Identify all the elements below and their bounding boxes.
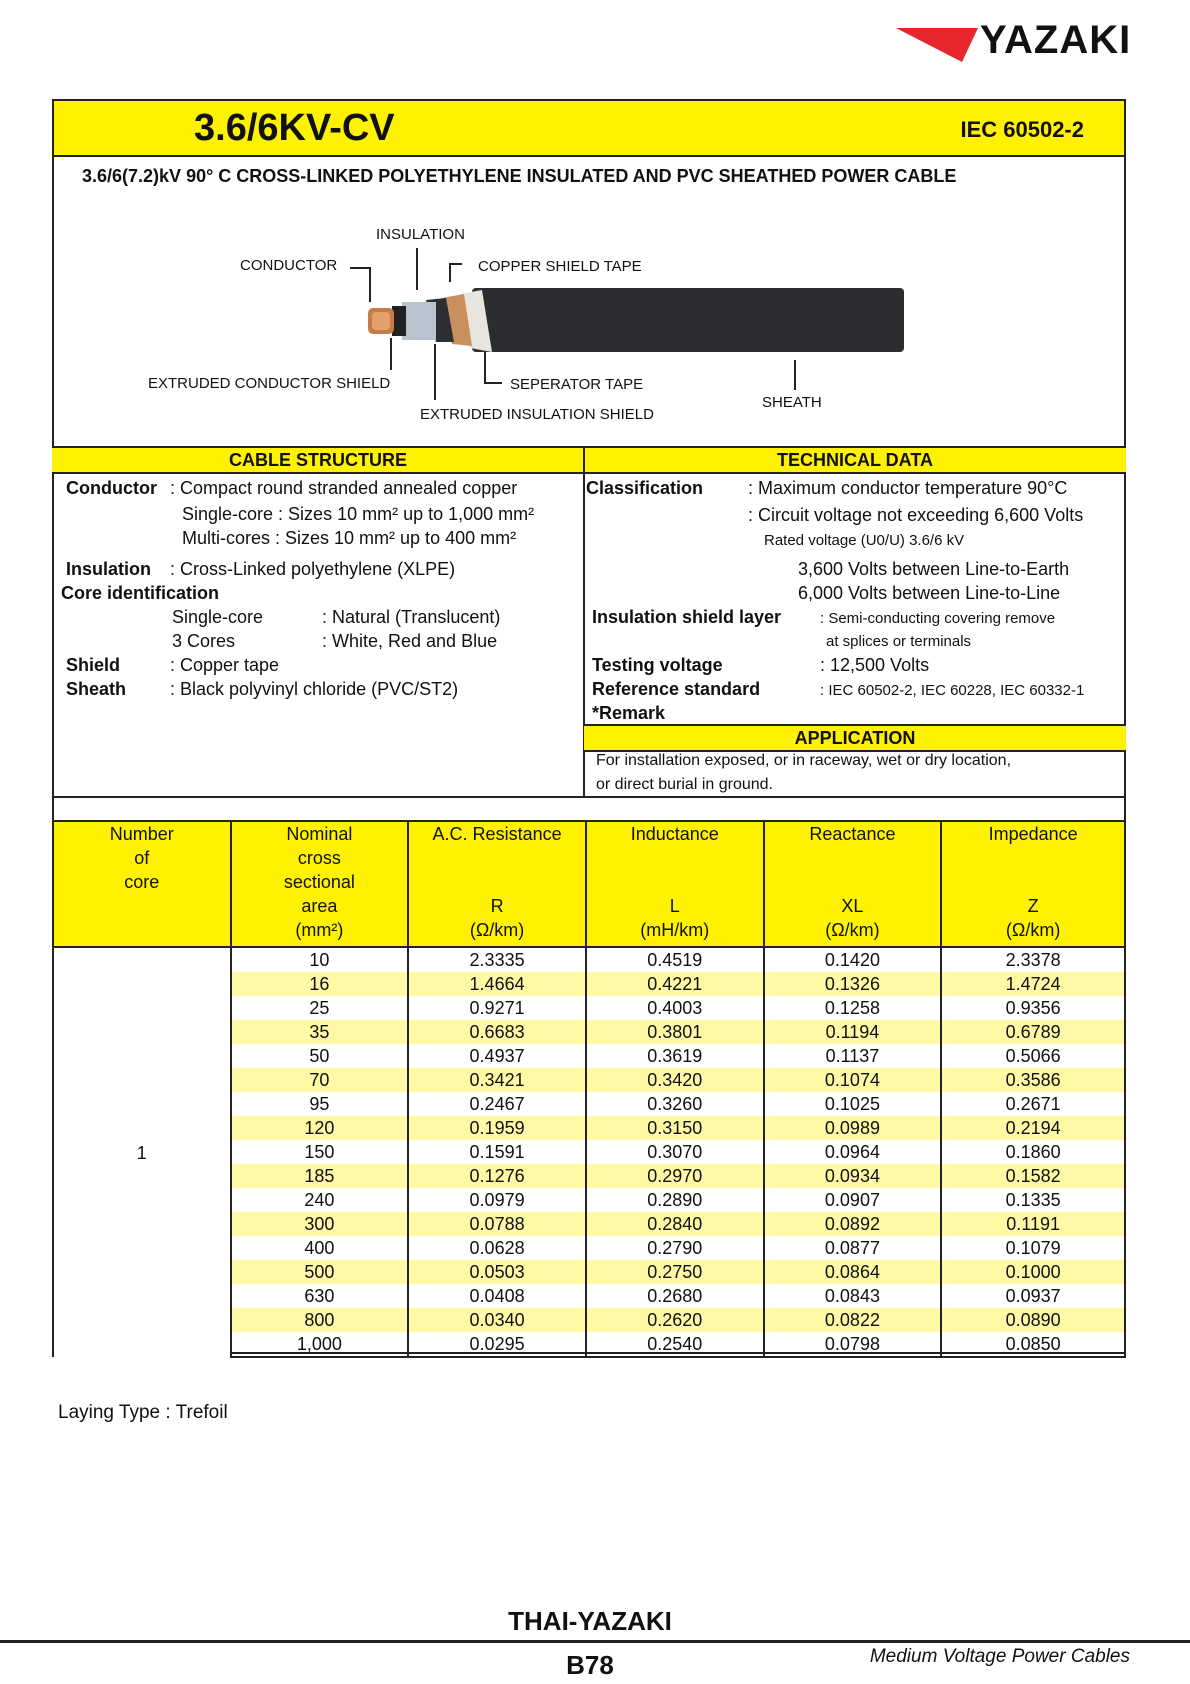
table-cell: 10 bbox=[231, 947, 409, 972]
header-line bbox=[765, 846, 941, 870]
table-cell: 0.9271 bbox=[408, 996, 586, 1020]
table-cell: 120 bbox=[231, 1116, 409, 1140]
header-line: sectional bbox=[283, 872, 355, 892]
core-identification-label: Core identification bbox=[61, 583, 220, 603]
page-title: 3.6/6KV-CV bbox=[194, 107, 395, 149]
header-line bbox=[409, 846, 585, 870]
table-cell: 35 bbox=[231, 1020, 409, 1044]
table-header-row bbox=[53, 821, 1125, 947]
sheath-label: Sheath bbox=[66, 679, 127, 699]
classification-line-1: : Maximum conductor temperature 90°C bbox=[748, 478, 1068, 498]
core-number-cell: 1 bbox=[53, 947, 231, 1357]
table-cell: 0.0979 bbox=[408, 1188, 586, 1212]
footer-category: Medium Voltage Power Cables bbox=[869, 1646, 1130, 1667]
header-line: (mH/km) bbox=[640, 920, 710, 940]
application-line-1: For installation exposed, or in raceway, wet or dry location, bbox=[596, 752, 1012, 769]
table-cell: 0.3420 bbox=[586, 1068, 764, 1092]
label-conductor: CONDUCTOR bbox=[240, 257, 338, 274]
table-cell: 0.2467 bbox=[408, 1092, 586, 1116]
table-cell: 0.1582 bbox=[941, 1164, 1125, 1188]
table-cell: 800 bbox=[231, 1308, 409, 1332]
header-line: area bbox=[301, 896, 338, 916]
sheath-value: : Black polyvinyl chloride (PVC/ST2) bbox=[170, 679, 459, 699]
structure-bottom-rule bbox=[52, 796, 1126, 798]
label-sheath: SHEATH bbox=[762, 394, 822, 411]
table-cell: 0.3260 bbox=[586, 1092, 764, 1116]
table-header-cell bbox=[941, 821, 1125, 947]
header-line: core bbox=[124, 872, 160, 892]
header-line bbox=[942, 870, 1124, 894]
header-line: R bbox=[490, 896, 504, 916]
table-cell: 0.2890 bbox=[586, 1188, 764, 1212]
cable-structure-heading: CABLE STRUCTURE bbox=[52, 446, 584, 474]
table-cell: 0.0295 bbox=[408, 1332, 586, 1357]
table-cell: 0.0907 bbox=[764, 1188, 942, 1212]
insulation-shield-line-1: : Semi-conducting covering remove bbox=[820, 610, 1056, 627]
table-row bbox=[53, 947, 1125, 972]
table-cell: 0.2194 bbox=[941, 1116, 1125, 1140]
insulation-value: : Cross-Linked polyethylene (XLPE) bbox=[170, 559, 456, 579]
table-cell: 0.2970 bbox=[586, 1164, 764, 1188]
header-line: (Ω/km) bbox=[1005, 920, 1061, 940]
header-line bbox=[942, 846, 1124, 870]
application-heading: APPLICATION bbox=[584, 724, 1126, 752]
table-cell: 0.2840 bbox=[586, 1212, 764, 1236]
table-cell: 0.0964 bbox=[764, 1140, 942, 1164]
table-header-cell bbox=[586, 821, 764, 947]
multi-core-sizes: Multi-cores : Sizes 10 mm² up to 400 mm² bbox=[182, 528, 517, 548]
testing-voltage-value: : 12,500 Volts bbox=[820, 655, 930, 675]
three-cores-value: : White, Red and Blue bbox=[322, 631, 498, 651]
table-body bbox=[53, 947, 1125, 1357]
table-cell: 0.0934 bbox=[764, 1164, 942, 1188]
table-cell: 0.2540 bbox=[586, 1332, 764, 1357]
shield-label: Shield bbox=[66, 655, 121, 675]
table-cell: 0.2680 bbox=[586, 1284, 764, 1308]
testing-voltage-label: Testing voltage bbox=[592, 655, 723, 675]
rated-voltage: Rated voltage (U0/U) 3.6/6 kV bbox=[764, 532, 965, 549]
header-line: Z bbox=[1027, 896, 1039, 916]
table-cell: 0.1335 bbox=[941, 1188, 1125, 1212]
title-bar bbox=[52, 99, 1126, 157]
table-cell: 0.1420 bbox=[764, 947, 942, 972]
table-cell: 1.4724 bbox=[941, 972, 1125, 996]
header-line bbox=[587, 846, 763, 870]
table-cell: 70 bbox=[231, 1068, 409, 1092]
table-cell: 2.3378 bbox=[941, 947, 1125, 972]
reference-standard-value: : IEC 60502-2, IEC 60228, IEC 60332-1 bbox=[820, 682, 1085, 699]
footer-rule bbox=[0, 1640, 1190, 1643]
table-cell: 0.0937 bbox=[941, 1284, 1125, 1308]
header-line bbox=[54, 894, 230, 918]
table-cell: 0.4221 bbox=[586, 972, 764, 996]
table-cell: 0.1079 bbox=[941, 1236, 1125, 1260]
label-seperator-tape: SEPERATOR TAPE bbox=[510, 376, 644, 393]
header-line: Inductance bbox=[630, 824, 719, 844]
table-cell: 0.6683 bbox=[408, 1020, 586, 1044]
header-line: Nominal bbox=[286, 824, 353, 844]
header-line bbox=[409, 870, 585, 894]
table-cell: 0.1074 bbox=[764, 1068, 942, 1092]
conductor-value: : Compact round stranded annealed copper bbox=[170, 478, 518, 498]
table-cell: 0.1000 bbox=[941, 1260, 1125, 1284]
table-cell: 0.1194 bbox=[764, 1020, 942, 1044]
insulation-label: Insulation bbox=[66, 559, 151, 579]
table-cell: 0.1591 bbox=[408, 1140, 586, 1164]
table-cell: 0.0989 bbox=[764, 1116, 942, 1140]
table-cell: 0.1959 bbox=[408, 1116, 586, 1140]
insulation-shield-label: Insulation shield layer bbox=[592, 607, 782, 627]
page-number: B78 bbox=[566, 1650, 614, 1680]
table-cell: 0.6789 bbox=[941, 1020, 1125, 1044]
yazaki-arrow-logo-icon bbox=[896, 24, 980, 64]
table-cell: 0.1258 bbox=[764, 996, 942, 1020]
reference-standard-label: Reference standard bbox=[592, 679, 761, 699]
insulation-shield-line-2: at splices or terminals bbox=[826, 633, 972, 650]
table-cell: 0.0628 bbox=[408, 1236, 586, 1260]
remark-label: *Remark bbox=[592, 703, 666, 723]
header-line: (mm²) bbox=[295, 920, 344, 940]
table-cell: 0.0788 bbox=[408, 1212, 586, 1236]
application-line-2: or direct burial in ground. bbox=[596, 776, 773, 793]
header-line: A.C. Resistance bbox=[432, 824, 562, 844]
header-line: cross bbox=[297, 848, 341, 868]
table-cell: 1.4664 bbox=[408, 972, 586, 996]
table-cell: 0.0892 bbox=[764, 1212, 942, 1236]
brand-name: YAZAKI bbox=[980, 18, 1132, 62]
single-core-label: Single-core bbox=[172, 607, 264, 627]
table-cell: 95 bbox=[231, 1092, 409, 1116]
header-line bbox=[765, 870, 941, 894]
table-cell: 0.2620 bbox=[586, 1308, 764, 1332]
table-header-cell bbox=[764, 821, 942, 947]
three-cores-label: 3 Cores bbox=[172, 631, 236, 651]
table-cell: 0.2671 bbox=[941, 1092, 1125, 1116]
table-cell: 16 bbox=[231, 972, 409, 996]
table-cell: 25 bbox=[231, 996, 409, 1020]
table-cell: 400 bbox=[231, 1236, 409, 1260]
table-cell: 0.1191 bbox=[941, 1212, 1125, 1236]
table-cell: 0.9356 bbox=[941, 996, 1125, 1020]
table-cell: 0.3619 bbox=[586, 1044, 764, 1068]
header-line: Number bbox=[109, 824, 174, 844]
table-header-cell bbox=[408, 821, 586, 947]
table-cell: 0.0340 bbox=[408, 1308, 586, 1332]
cable-description: 3.6/6(7.2)kV 90° C CROSS-LINKED POLYETHYLENE INSULATED AND PVC SHEATHED POWER CABLE bbox=[82, 166, 957, 186]
table-cell: 185 bbox=[231, 1164, 409, 1188]
table-cell: 0.1326 bbox=[764, 972, 942, 996]
header-line: Impedance bbox=[988, 824, 1078, 844]
header-line bbox=[587, 870, 763, 894]
table-cell: 630 bbox=[231, 1284, 409, 1308]
table-cell: 0.3801 bbox=[586, 1020, 764, 1044]
table-cell: 0.0877 bbox=[764, 1236, 942, 1260]
table-cell: 2.3335 bbox=[408, 947, 586, 972]
label-extruded-conductor-shield: EXTRUDED CONDUCTOR SHIELD bbox=[148, 375, 391, 392]
table-cell: 500 bbox=[231, 1260, 409, 1284]
table-header-cell bbox=[231, 821, 409, 947]
shield-value: : Copper tape bbox=[170, 655, 280, 675]
standard-label: IEC 60502-2 bbox=[960, 117, 1084, 142]
line-to-line: 6,000 Volts between Line-to-Line bbox=[798, 583, 1061, 603]
table-cell: 0.0408 bbox=[408, 1284, 586, 1308]
table-cell: 150 bbox=[231, 1140, 409, 1164]
conductor-label: Conductor bbox=[66, 478, 157, 498]
electrical-characteristics-table bbox=[52, 820, 1126, 1358]
single-core-value: : Natural (Translucent) bbox=[322, 607, 501, 627]
table-cell: 0.2750 bbox=[586, 1260, 764, 1284]
header-line: of bbox=[134, 848, 150, 868]
table-cell: 0.4519 bbox=[586, 947, 764, 972]
table-cell: 0.1137 bbox=[764, 1044, 942, 1068]
table-cell: 0.3150 bbox=[586, 1116, 764, 1140]
laying-type: Laying Type : Trefoil bbox=[58, 1402, 228, 1423]
table-cell: 0.0843 bbox=[764, 1284, 942, 1308]
table-cell: 300 bbox=[231, 1212, 409, 1236]
table-cell: 0.3421 bbox=[408, 1068, 586, 1092]
technical-data-heading: TECHNICAL DATA bbox=[584, 446, 1126, 474]
header-line: (Ω/km) bbox=[469, 920, 525, 940]
header-line bbox=[54, 918, 230, 942]
table-cell: 0.1025 bbox=[764, 1092, 942, 1116]
table-cell: 0.0822 bbox=[764, 1308, 942, 1332]
table-cell: 0.0850 bbox=[941, 1332, 1125, 1357]
label-copper-shield-tape: COPPER SHIELD TAPE bbox=[478, 258, 642, 275]
table-cell: 50 bbox=[231, 1044, 409, 1068]
classification-label: Classification bbox=[586, 478, 704, 498]
table-cell: 0.3586 bbox=[941, 1068, 1125, 1092]
table-cell: 0.0864 bbox=[764, 1260, 942, 1284]
line-to-earth: 3,600 Volts between Line-to-Earth bbox=[798, 559, 1070, 579]
table-cell: 0.0503 bbox=[408, 1260, 586, 1284]
header-line: L bbox=[669, 896, 680, 916]
label-insulation: INSULATION bbox=[376, 226, 465, 243]
header-line: (Ω/km) bbox=[825, 920, 880, 940]
label-extruded-insulation-shield: EXTRUDED INSULATION SHIELD bbox=[420, 406, 654, 423]
single-core-sizes: Single-core : Sizes 10 mm² up to 1,000 mm² bbox=[182, 504, 535, 524]
header-line: Reactance bbox=[809, 824, 896, 844]
table-cell: 0.5066 bbox=[941, 1044, 1125, 1068]
table-cell: 0.0798 bbox=[764, 1332, 942, 1357]
table-cell: 240 bbox=[231, 1188, 409, 1212]
header-line: XL bbox=[841, 896, 864, 916]
table-cell: 1,000 bbox=[231, 1332, 409, 1357]
table-cell: 0.2790 bbox=[586, 1236, 764, 1260]
table-cell: 0.4937 bbox=[408, 1044, 586, 1068]
table-cell: 0.1276 bbox=[408, 1164, 586, 1188]
table-cell: 0.1860 bbox=[941, 1140, 1125, 1164]
table-cell: 0.0890 bbox=[941, 1308, 1125, 1332]
footer-company: THAI-YAZAKI bbox=[508, 1606, 672, 1636]
classification-line-2: : Circuit voltage not exceeding 6,600 Volts bbox=[748, 505, 1084, 525]
table-cell: 0.3070 bbox=[586, 1140, 764, 1164]
table-cell: 0.4003 bbox=[586, 996, 764, 1020]
table-header-cell bbox=[53, 821, 231, 947]
